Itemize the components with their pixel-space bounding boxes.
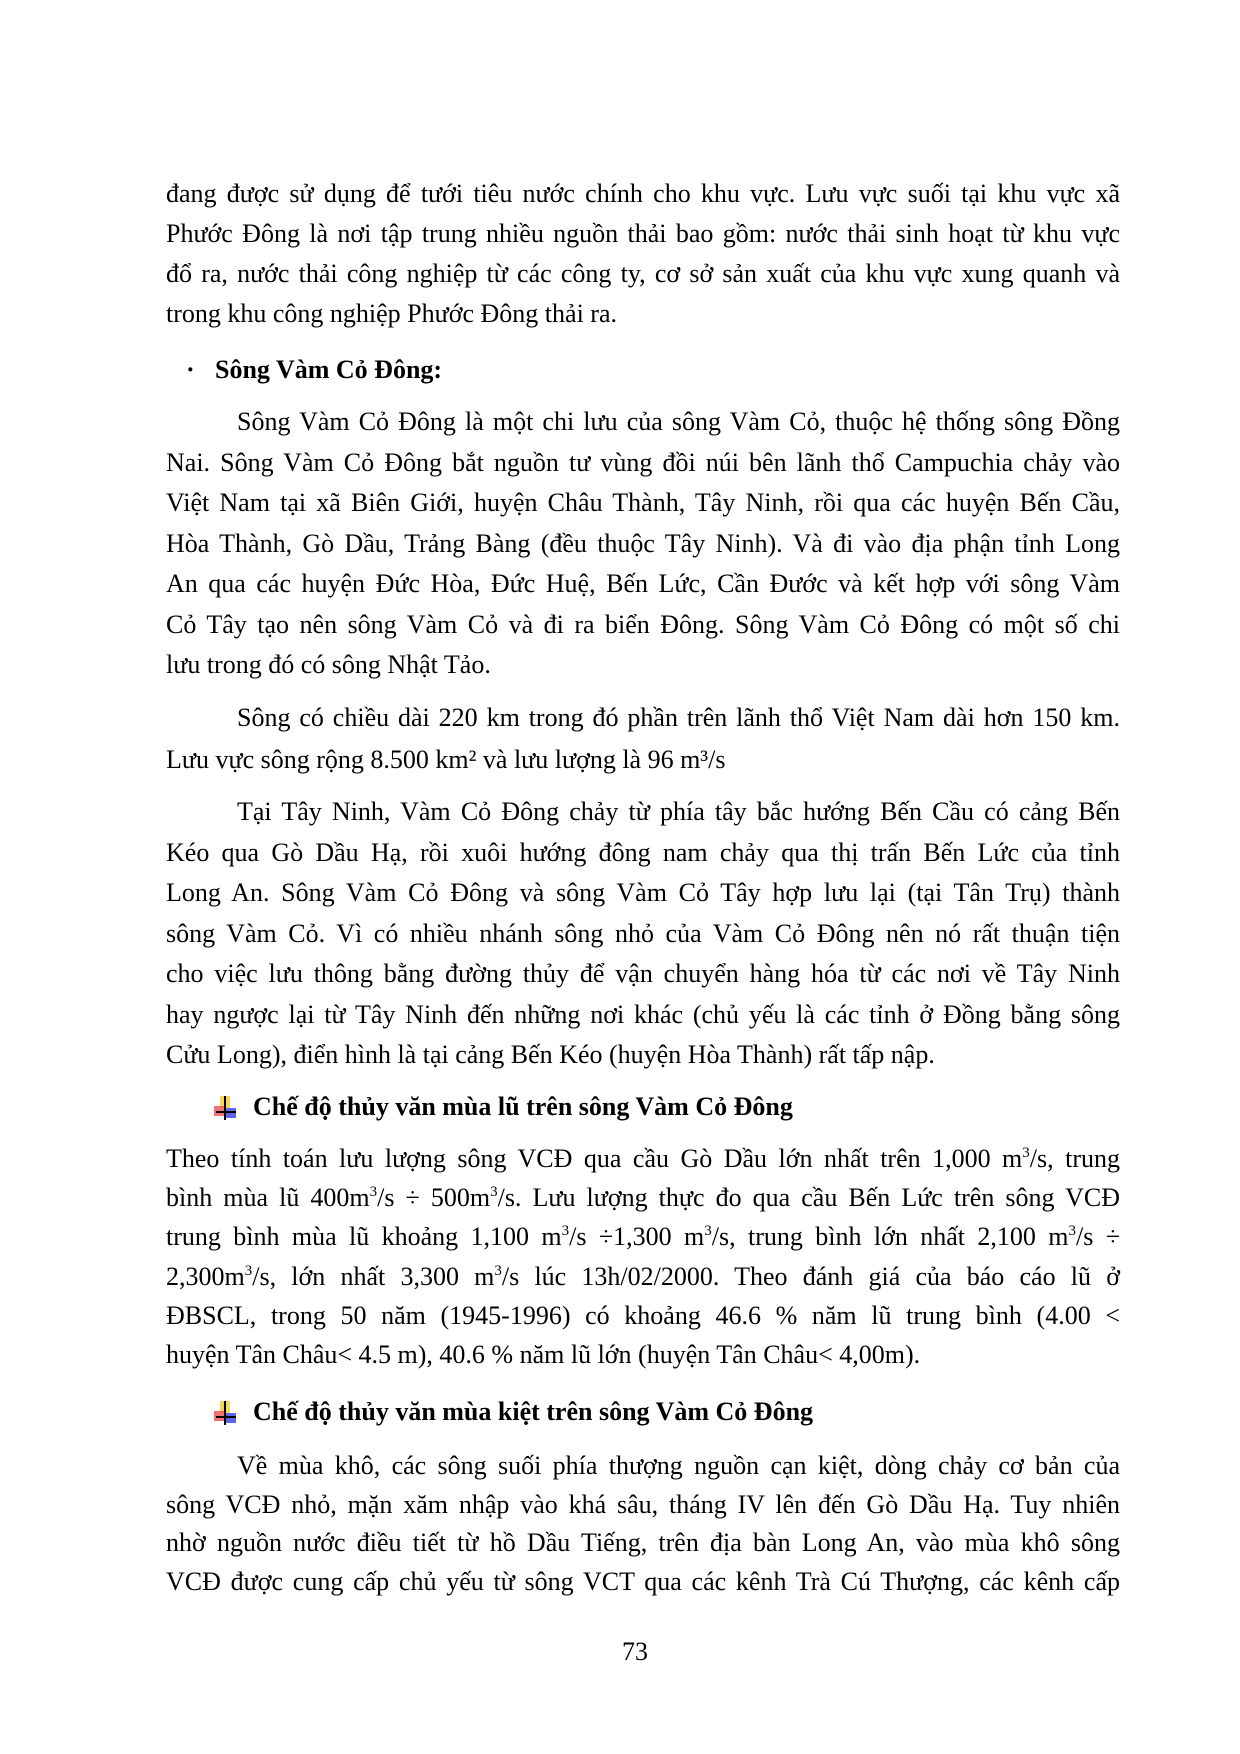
text-line: Việt Nam tại xã Biên Giới, huyện Châu Thành, Tây Ninh, rồi qua các huyện Bến Cầu, (166, 488, 1120, 517)
text-line: Long An. Sông Vàm Cỏ Đông và sông Vàm Cỏ Tây hợp lưu lại (tại Tân Trụ) thành (166, 878, 1120, 907)
tay-ninh-paragraph (166, 792, 1120, 1076)
flag-bullet-icon (214, 1096, 238, 1120)
text-line: ĐBSCL, trong 50 năm (1945-1996) có khoảng 46.6 % năm lũ trung bình (4.00 < (166, 1300, 1120, 1330)
river-size-paragraph (166, 697, 1120, 781)
text-line: cho việc lưu thông bằng đường thủy để vận chuyển hàng hóa từ các nơi về Tây Ninh (166, 959, 1120, 988)
text-line: Tại Tây Ninh, Vàm Cỏ Đông chảy từ phía tây bắc hướng Bến Cầu có cảng Bến (237, 797, 1120, 826)
text-line: trung bình mùa lũ khoảng 1,100 $m^3/s \div 1,300$ $m^3/s$, trung bình lớn nhất 2,100 $m^3/s$ ÷ (166, 1222, 1120, 1252)
page-number: 73 (622, 1637, 648, 1666)
text-line: Hòa Thành, Gò Dầu, Trảng Bàng (đều thuộc Tây Ninh). Và đi vào địa phận tỉnh Long (166, 528, 1120, 558)
text-line: Phước Đông là nơi tập trung nhiều nguồn thải bao gồm: nước thải sinh hoạt từ khu vực (166, 219, 1120, 248)
text-line: lưu trong đó có sông Nhật Tảo. (166, 650, 491, 679)
river-description-paragraph (166, 402, 1120, 686)
flag-bullet-icon (214, 1401, 238, 1425)
text-line: Theo tính toán lưu lượng sông VCĐ qua cầu Gò Dầu lớn nhất trên 1,000 $m^3/s$, trung (166, 1144, 1120, 1173)
heading-flood-regime: Chế độ thủy văn mùa lũ trên sông Vàm Cỏ Đông (253, 1092, 793, 1121)
flood-paragraph (166, 1139, 1120, 1374)
text-line: VCĐ được cung cấp chủ yếu từ sông VCT qua các kênh Trà Cú Thượng, các kênh cấp (166, 1566, 1120, 1596)
text-line: Kéo qua Gò Dầu Hạ, rồi xuôi hướng đông nam chảy qua thị trấn Bến Lức của tỉnh (166, 837, 1120, 867)
text-line: Sông có chiều dài 220 km trong đó phần trên lãnh thổ Việt Nam dài hơn 150 km. (237, 703, 1120, 732)
text-line: sông Vàm Cỏ. Vì có nhiều nhánh sông nhỏ của Vàm Cỏ Đông nên nó rất thuận tiện (166, 918, 1120, 948)
text-line: Lưu vực sông rộng 8.500 km² và lưu lượng là 96 m³/s (166, 745, 726, 774)
text-line: An qua các huyện Đức Hòa, Đức Huệ, Bến Lức, Cần Đước và kết hợp với sông Vàm (166, 569, 1120, 598)
text-line: sông VCĐ nhỏ, mặn xăm nhập vào khá sâu, tháng IV lên đến Gò Dầu Hạ. Tuy nhiên (166, 1489, 1120, 1519)
text-line: nhờ nguồn nước điều tiết từ hồ Dầu Tiếng, trên địa bàn Long An, vào mùa khô sông (166, 1528, 1120, 1557)
text-line: đổ ra, nước thải công nghiệp từ các công ty, cơ sở sản xuất của khu vực xung quanh và (166, 259, 1120, 288)
text-line: $2,300m^3/s$, lớn nhất 3,300 $m^3/s$ lúc 13h/02/2000. Theo đánh giá của báo cáo lũ ở (166, 1261, 1120, 1291)
text-line: Về mùa khô, các sông suối phía thượng nguồn cạn kiệt, dòng chảy cơ bản của (237, 1451, 1120, 1480)
text-line: Cỏ Tây tạo nên sông Vàm Cỏ và đi ra biển Đông. Sông Vàm Cỏ Đông có một số chi (166, 609, 1120, 639)
text-line: Sông Vàm Cỏ Đông là một chi lưu của sông Vàm Cỏ, thuộc hệ thống sông Đồng (237, 407, 1120, 436)
text-line: trong khu công nghiệp Phước Đông thải ra. (166, 299, 617, 328)
bullet-dot-icon: · (186, 355, 195, 384)
section-heading-song-vam-co-dong: Sông Vàm Cỏ Đông: (215, 355, 443, 384)
dry-season-paragraph (166, 1447, 1120, 1601)
text-line: bình mùa lũ $400m^3/s \div 500m^3/s$. Lưu lượng thực đo qua cầu Bến Lức trên sông VCĐ (166, 1183, 1120, 1213)
intro-paragraph (166, 174, 1120, 334)
heading-dry-season-regime: Chế độ thủy văn mùa kiệt trên sông Vàm Cỏ Đông (253, 1397, 814, 1426)
text-line: Cửu Long), điển hình là tại cảng Bến Kéo (huyện Hòa Thành) rất tấp nập. (166, 1040, 935, 1069)
text-line: đang được sử dụng để tưới tiêu nước chính cho khu vực. Lưu vực suối tại khu vực xã (166, 179, 1120, 208)
text-line: hay ngược lại từ Tây Ninh đến những nơi khác (chủ yếu là các tỉnh ở Đồng bằng sông (166, 999, 1120, 1029)
text-line: huyện Tân Châu< 4.5 m), 40.6 % năm lũ lớn (huyện Tân Châu< 4,00m). (166, 1340, 921, 1370)
text-line: Nai. Sông Vàm Cỏ Đông bắt nguồn tư vùng đồi núi bên lãnh thổ Campuchia chảy vào (166, 447, 1120, 477)
